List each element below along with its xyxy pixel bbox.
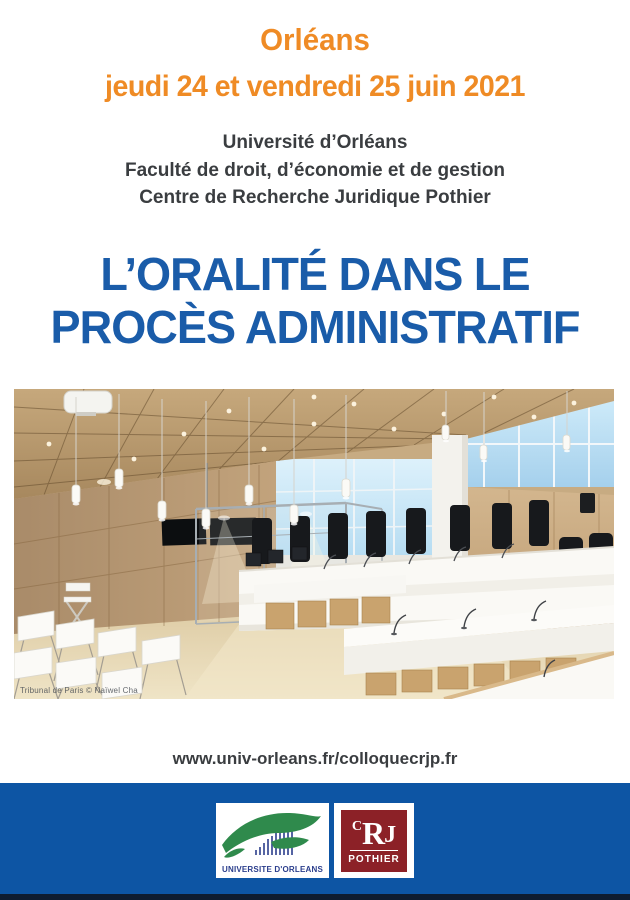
universite-orleans-logo-icon (216, 803, 329, 878)
projector (64, 391, 112, 416)
universite-orleans-logo (216, 803, 329, 878)
event-city: Orléans (260, 22, 370, 57)
universite-orleans-wordmark: UNIVERSITE D'ORLEANS (221, 865, 324, 874)
logo-divider (350, 850, 398, 851)
website-url: www.univ-orleans.fr/colloquecrjp.fr (172, 749, 458, 768)
crj-monogram: CRJ (351, 814, 397, 851)
crj-pothier-logo (334, 803, 414, 878)
bottom-strip (0, 894, 630, 900)
organizer-line-center: Centre de Recherche Juridique Pothier (139, 187, 491, 208)
main-title-line2: PROCÈS ADMINISTRATIF (50, 301, 580, 353)
crj-pothier-label: POTHIER (348, 853, 400, 865)
photo-caption: Tribunal de Paris © Naïwel Cha (20, 686, 138, 695)
main-title-line1: L’ORALITÉ DANS LE (100, 248, 530, 300)
event-dates: jeudi 24 et vendredi 25 juin 2021 (105, 70, 525, 103)
partner-logos (0, 803, 630, 878)
courtroom-photo (14, 389, 614, 699)
main-title (6, 248, 623, 354)
crj-pothier-box (341, 810, 407, 872)
organizer-line-university: Université d’Orléans (222, 132, 408, 153)
organizer-line-faculty: Faculté de droit, d’économie et de gestion (124, 159, 506, 181)
organizers-block (0, 129, 630, 212)
footer-banner (0, 783, 630, 894)
courtroom-illustration (14, 389, 614, 699)
